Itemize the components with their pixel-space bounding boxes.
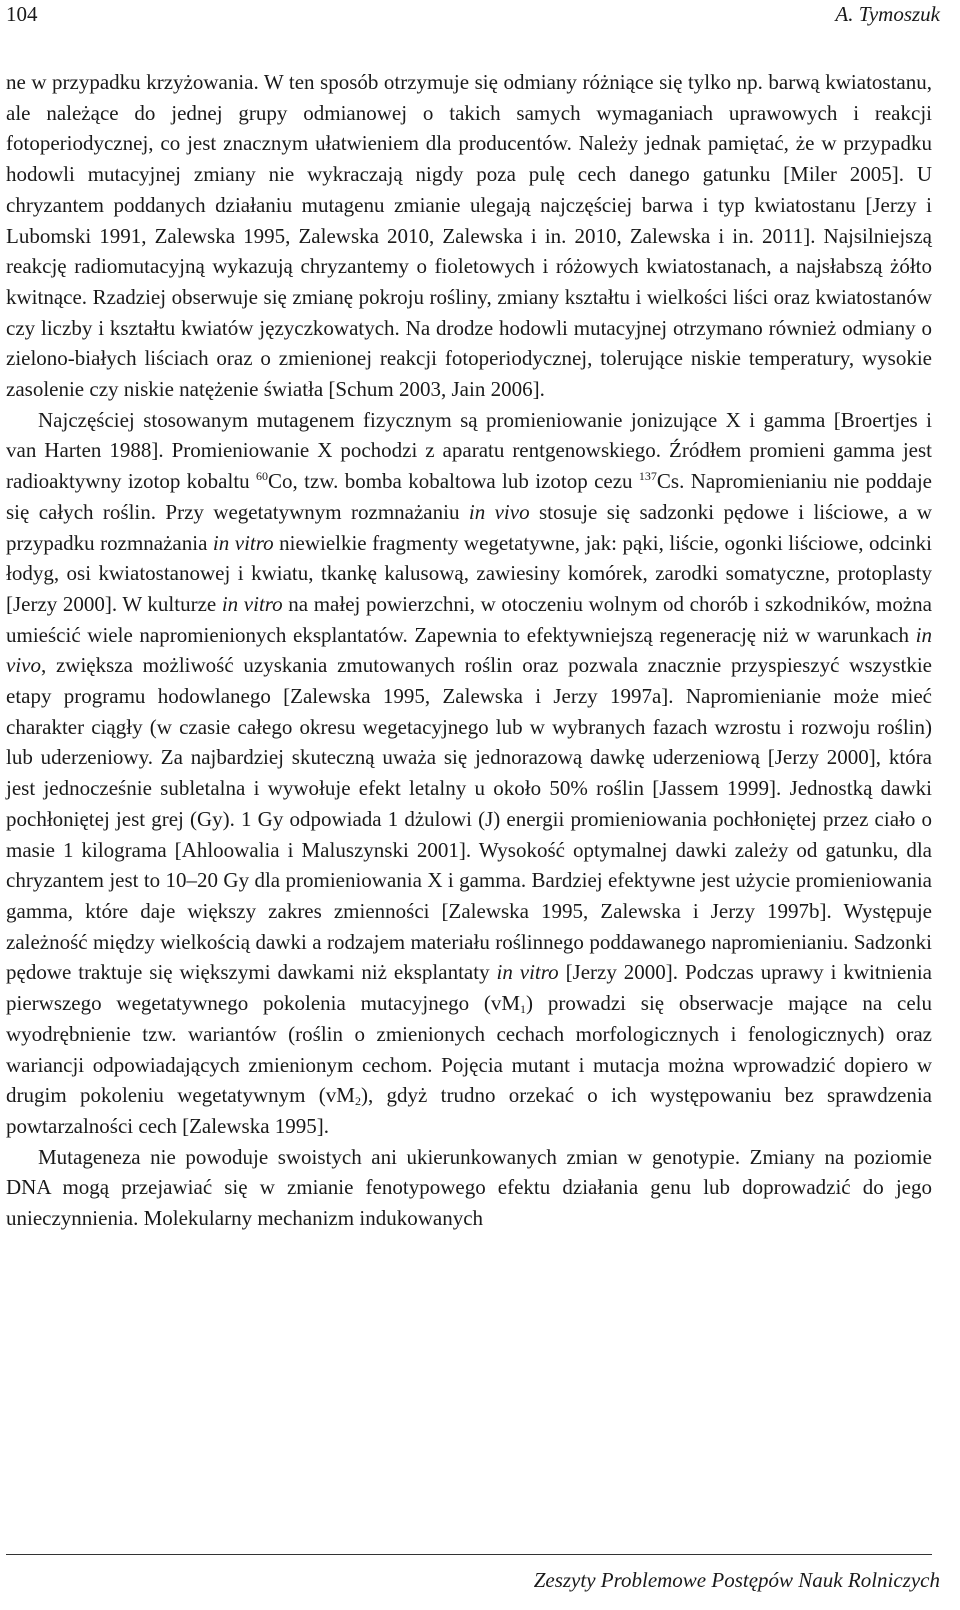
paragraph-3-text: Mutageneza nie powoduje swoistych ani ukierunkowanych zmian w genotypie. Zmiany na poziomie DNA mogą przejawiać się w zmianie fenotypowego efektu działania genu lub doprowadzić do jego unieczynnienia. Molekularny mechanizm indukowanych — [6, 1144, 932, 1231]
italic-term: in vivo — [468, 499, 530, 524]
paragraph-1 — [6, 67, 932, 405]
running-header-author: A. Tymoszuk — [835, 2, 940, 26]
italic-term: in vitro — [212, 530, 274, 555]
subscript: 2 — [354, 1094, 361, 1109]
paragraph-3 — [6, 1142, 932, 1234]
footer-rule — [6, 1554, 932, 1555]
journal-footer: Zeszyty Problemowe Postępów Nauk Rolniczych — [533, 1568, 940, 1592]
text-run: , zwiększa możliwość uzyskania zmutowanych roślin oraz pozwala znacznie przyspieszyć wszystkie etapy programu hodowlanego [Zalewska 1995, Zalewska i Jerzy 1997a]. Napromienianie może mieć charakter ciągły (w czasie całego okresu wegetacyjnego lub w wybranych fazach wzrostu i rozwoju roślin) lub uderzeniowy. Za najbardziej skuteczną uważa się jednorazową dawkę uderzeniową [Jerzy 2000], która jest jednocześnie subletalna i wywołuje efekt letalny u około 50% roślin [Jassem 1999]. Jednostką dawki pochłoniętej jest grej (Gy). 1 Gy odpowiada 1 dżulowi (J) energii promieniowania pochłoniętej przez ciało o masie 1 kilograma [Ahloowalia i Maluszynski 2001]. Wysokość optymalnej dawki zależy od gatunku, dla chryzantem jest to 10–20 Gy dla promieniowania X i gamma. Bardziej efektywne jest użycie promieniowania gamma, które daje większy zakres zmienności [Zalewska 1995, Zalewska i Jerzy 1997b]. Występuje zależność między wielkością dawki a rodzajem materiału roślinnego poddawanego napromienianiu. Sadzonki pędowe traktuje się większymi dawkami niż eksplantaty — [6, 653, 932, 985]
text-run: Cs. Napromienianiu nie poddaje się całych roślin. Przy wegetatywnym rozmnażaniu — [6, 469, 932, 524]
text-run: [Jerzy 2000]. Podczas uprawy i kwitnienia pierwszego wegetatywnego pokolenia mutacyjnego (vM — [6, 960, 932, 1016]
text-run: Najczęściej stosowanym mutagenem fizycznym są promieniowanie jonizujące X i gamma [Broertjes i van Harten 1988]. Promieniowanie X pochodzi z aparatu rentgenowskiego. Źródłem promieni gamma jest radioaktywny izotop kobaltu — [6, 407, 932, 494]
text-run: ), gdyż trudno orzekać o ich występowaniu bez sprawdzenia powtarzalności cech [Zalewska 1995]. — [6, 1083, 932, 1138]
italic-term: in vitro — [221, 591, 283, 616]
paragraph-2 — [6, 405, 932, 1142]
italic-term: in vivo — [6, 622, 932, 678]
body-text — [6, 67, 932, 1234]
text-run: Co, tzw. bomba kobaltowa lub izotop cezu — [268, 469, 639, 494]
superscript: 60 — [256, 469, 269, 484]
text-run: niewielkie fragmenty wegetatywne, jak: pąki, liście, ogonki liściowe, odcinki łodyg, osi kwiatostanowej i kwiatu, tkankę kalusową, zawiesiny komórek, zarodki somatyczne, protoplasty [Jerzy 2000]. W kulturze — [6, 530, 933, 616]
paragraph-1-text: ne w przypadku krzyżowania. W ten sposób otrzymuje się odmiany różniące się tylko np. barwą kwiatostanu, ale należące do jednej grupy odmianowej o takich samych wymaganiach uprawowych i reakcji fotoperiodycznej, co jest znacznym ułatwieniem dla producentów. Należy jednak pamiętać, że w przypadku hodowli mutacyjnej zmiany nie wykraczają nigdy poza pulę cech danego gatunku [Miler 2005]. U chryzantem poddanych działaniu mutagenu zmianie ulegają najczęściej barwa i typ kwiatostanu [Jerzy i Lubomski 1991, Zalewska 1995, Zalewska 2010, Zalewska i in. 2010, Zalewska i in. 2011]. Najsilniejszą reakcję radiomutacyjną wykazują chryzantemy o fioletowych i różowych kwiatostanach, a najsłabszą żółto kwitnące. Rzadziej obserwuje się zmianę pokroju rośliny, zmiany kształtu i wielkości liści oraz kwiatostanów czy liczby i kształtu kwiatów języczkowatych. Na drodze hodowli mutacyjnej otrzymano również odmiany o zielono-białych liściach oraz o zmienionej reakcji fotoperiodycznej, tolerujące niskie temperatury, wysokie zasolenie czy niskie natężenie światła [Schum 2003, Jain 2006]. — [6, 70, 932, 402]
subscript: 1 — [520, 1002, 527, 1017]
page-number: 104 — [6, 2, 38, 26]
text-run: ) prowadzi się obserwacje mające na celu wyodrębnienie tzw. wariantów (roślin o zmienionych cechach morfologicznych i fenologicznych) oraz wariancji odpowiadających zmienionym cechom. Pojęcia mutant i mutacja można wprowadzić dopiero w drugim pokoleniu wegetatywnym (vM — [6, 991, 932, 1108]
text-run: stosuje się sadzonki pędowe i liściowe, a w przypadku rozmnażania — [6, 499, 932, 555]
superscript: 137 — [638, 469, 657, 484]
italic-term: in vitro — [496, 960, 559, 985]
text-run: na małej powierzchni, w otoczeniu wolnym od chorób i szkodników, można umieścić wiele napromienionych eksplantatów. Zapewnia to efektywniejszą regenerację niż w warunkach — [6, 591, 932, 647]
